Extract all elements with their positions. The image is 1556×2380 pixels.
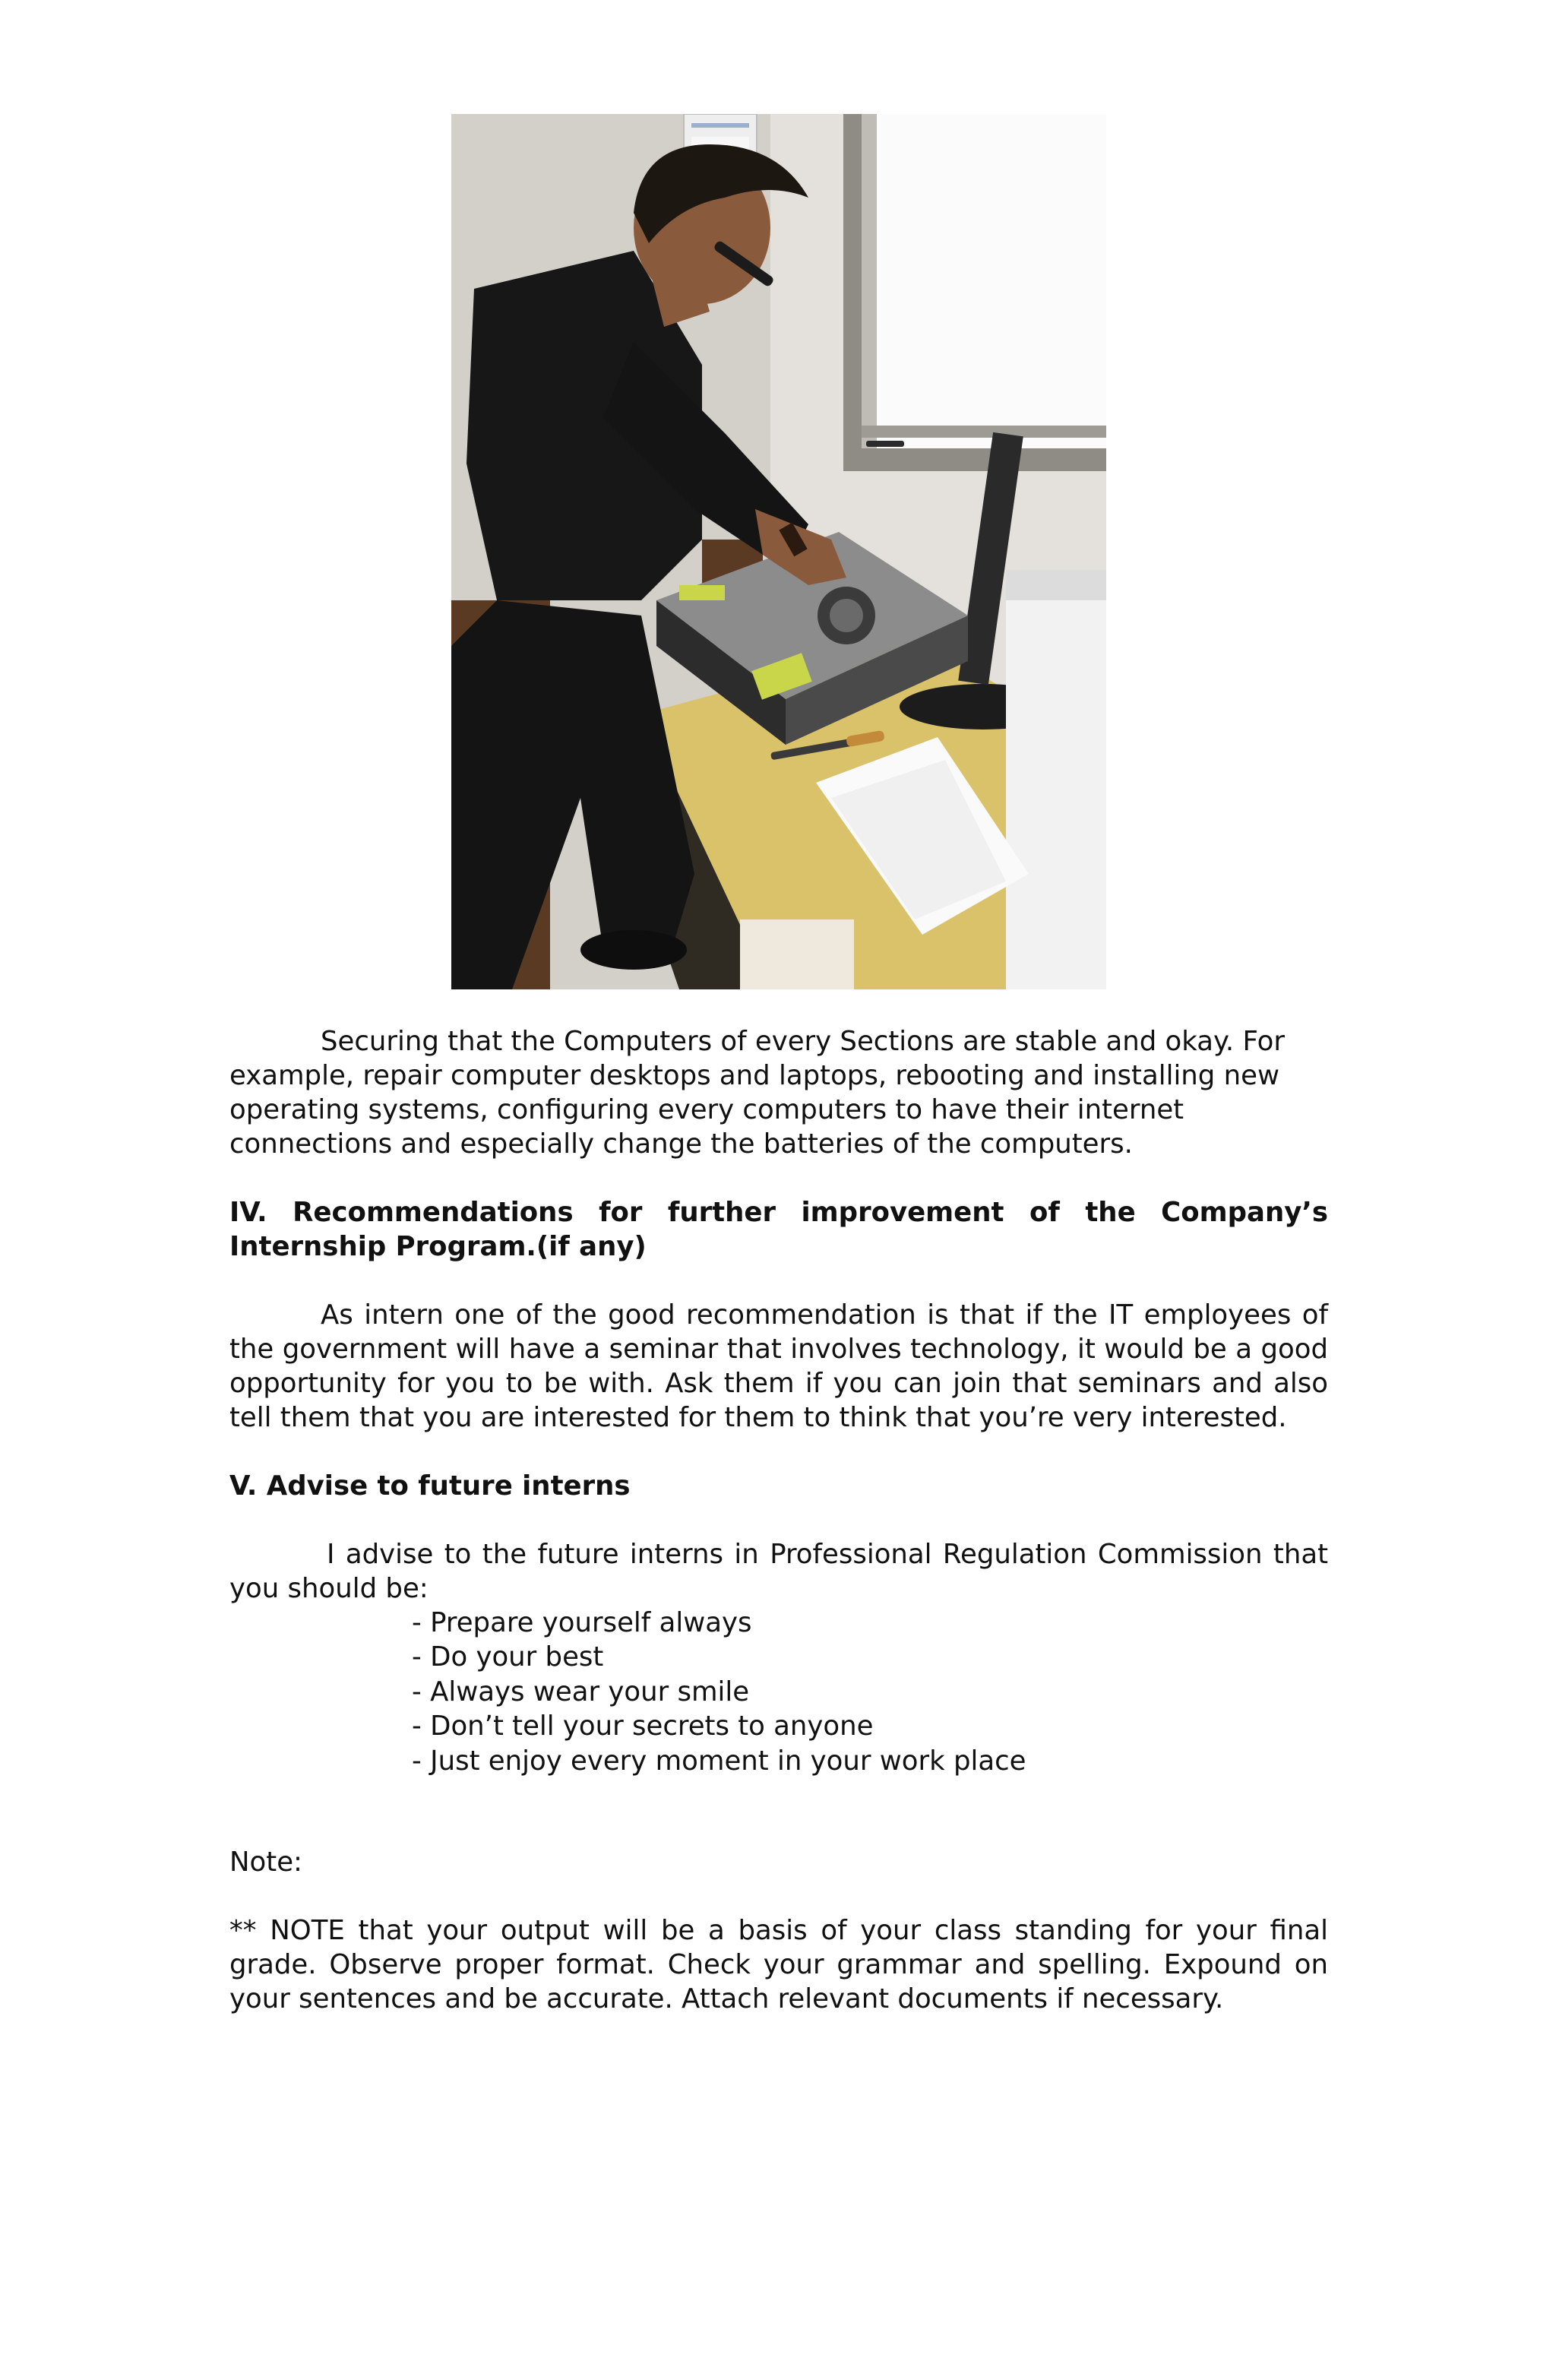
advice-item: - Always wear your smile (412, 1675, 1026, 1709)
section-v-heading: V. Advise to future interns (229, 1470, 631, 1502)
intern-repairing-computer-photo (451, 114, 1106, 989)
advice-item: - Just enjoy every moment in your work place (412, 1744, 1026, 1778)
section-iv-body: As intern one of the good recommendation is that if the IT employees of the government will have a seminar that involves technology, it would be a good opportunity for you to be with. Ask them if you can join that seminars and also tell them that you are interested for them to think that you’re very interested. (229, 1299, 1328, 1433)
note-text: ** NOTE that your output will be a basis of your class standing for your final grade. Observe proper format. Check your grammar and spelling. Expound on your sentences and be accurate. Attach relevant documents if necessary. (229, 1915, 1328, 2014)
advice-list (412, 1606, 1026, 1778)
section-v-intro: I advise to the future interns in Professional Regulation Commission that you should be: (229, 1539, 1328, 1604)
advice-item: - Don’t tell your secrets to anyone (412, 1709, 1026, 1743)
note-label: Note: (229, 1847, 302, 1878)
section-iv-heading: IV. Recommendations for further improvement of the Company’s Internship Program.(if any) (229, 1197, 1328, 1262)
advice-item: - Do your best (412, 1640, 1026, 1674)
advice-item: - Prepare yourself always (412, 1606, 1026, 1640)
duties-paragraph: Securing that the Computers of every Sections are stable and okay. For example, repair computer desktops and laptops, rebooting and installing new operating systems, configuring every computers to have their internet connections and especially change the batteries of the computers. (229, 1026, 1285, 1160)
